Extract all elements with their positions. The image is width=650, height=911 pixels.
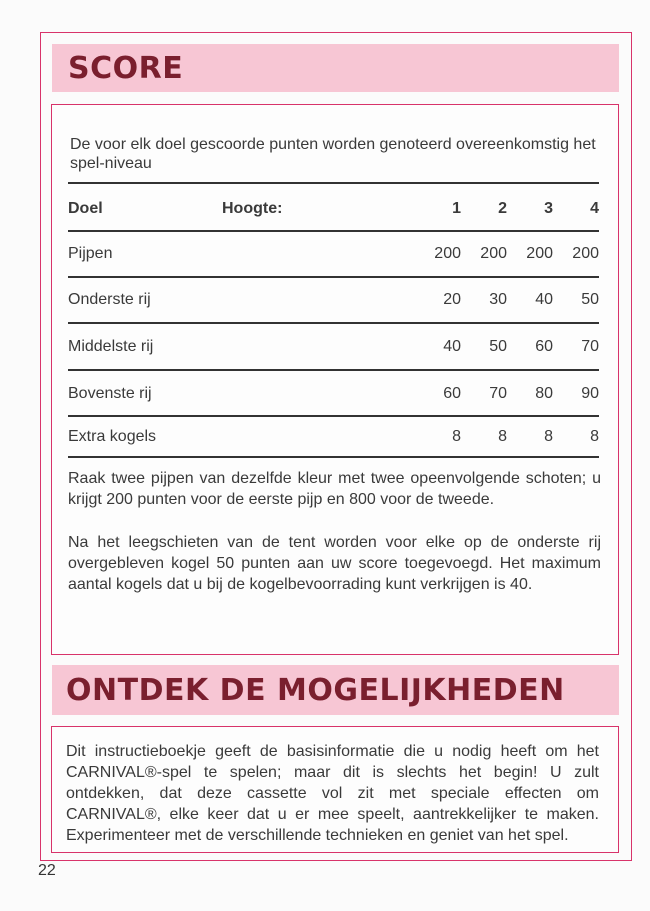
- header-level-3: 3: [544, 200, 553, 217]
- row-label: Bovenste rij: [68, 385, 152, 402]
- table-row: [68, 243, 599, 265]
- table-rule: [68, 322, 599, 324]
- cell: 80: [535, 385, 553, 402]
- table-row: [68, 383, 599, 405]
- cell: 40: [535, 291, 553, 308]
- cell: 60: [535, 338, 553, 355]
- score-paragraph-2: Na het leegschieten van de tent worden voor elke op de onderste rij overgebleven kogel 50 punten aan uw score toegevoegd. Het maximum aantal kogels dat u bij de kogelbevoorrading kunt verkrijgen is 40.: [68, 534, 601, 593]
- table-row: [68, 426, 599, 448]
- score-heading: SCORE: [52, 44, 619, 92]
- cell: 50: [581, 291, 599, 308]
- table-bottom-rule: [68, 456, 599, 458]
- row-label: Onderste rij: [68, 291, 151, 308]
- cell: 50: [489, 338, 507, 355]
- cell: 40: [443, 338, 461, 355]
- cell: 8: [590, 428, 599, 445]
- cell: 90: [581, 385, 599, 402]
- discover-heading: ONTDEK DE MOGELIJKHEDEN: [52, 665, 619, 715]
- header-level-2: 2: [498, 200, 507, 217]
- cell: 70: [581, 338, 599, 355]
- header-level-4: 4: [590, 200, 599, 217]
- table-rule: [68, 276, 599, 278]
- table-header-row: [68, 198, 599, 220]
- score-intro: De voor elk doel gescoorde punten worden genoteerd overeenkomstig het spel-niveau: [70, 136, 596, 172]
- table-rule: [68, 230, 599, 232]
- header-level-1: 1: [452, 200, 461, 217]
- row-label: Middelste rij: [68, 338, 154, 355]
- row-label: Extra kogels: [68, 428, 157, 445]
- discover-text: Dit instructieboekje geeft de basisinformatie die u nodig heeft om het CARNIVAL®-spel te spelen; maar dit is slechts het begin! U zult ontdekken, dat deze cassette vol zit met speciale effecten om CARNIVAL®, elke keer dat u er mee speelt, aantrekkelijker te maken. Experimenteer met de verschillende technieken en geniet van het spel.: [66, 743, 599, 844]
- cell: 200: [480, 245, 507, 262]
- cell: 70: [489, 385, 507, 402]
- header-doel: Doel: [68, 200, 103, 217]
- cell: 8: [452, 428, 461, 445]
- row-label: Pijpen: [68, 245, 113, 262]
- cell: 8: [544, 428, 553, 445]
- table-top-rule: [68, 182, 599, 184]
- cell: 200: [434, 245, 461, 262]
- cell: 60: [443, 385, 461, 402]
- cell: 30: [489, 291, 507, 308]
- header-hoogte: Hoogte:: [222, 200, 283, 217]
- cell: 200: [572, 245, 599, 262]
- table-row: [68, 289, 599, 311]
- cell: 8: [498, 428, 507, 445]
- table-rule: [68, 369, 599, 371]
- cell: 20: [443, 291, 461, 308]
- table-rule: [68, 415, 599, 417]
- cell: 200: [526, 245, 553, 262]
- score-paragraph-1: Raak twee pijpen van dezelfde kleur met twee opeenvolgende schoten; u krijgt 200 punten voor de eerste pijp en 800 voor de tweede.: [68, 470, 601, 508]
- page-number: 22: [38, 862, 56, 879]
- table-row: [68, 336, 599, 358]
